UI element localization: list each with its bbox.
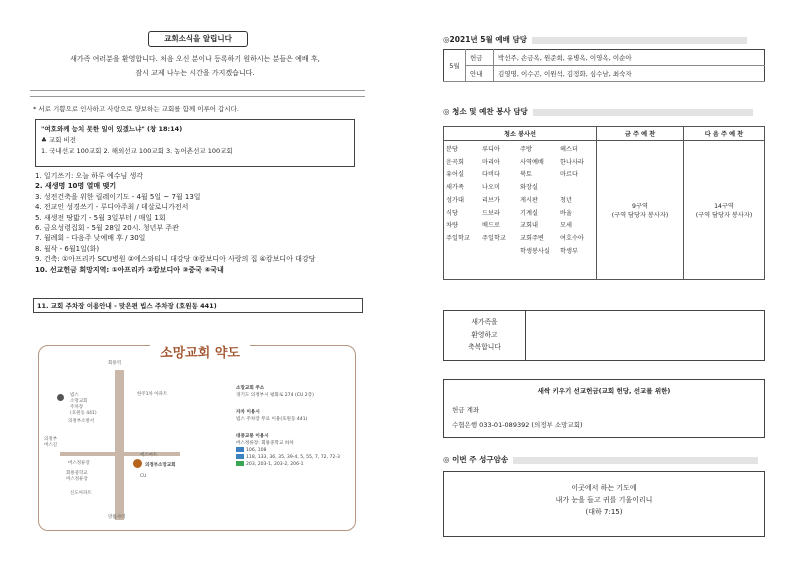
welcome-line-2: 잠시 교제 나누는 시간을 가지겠습니다. (135, 69, 255, 77)
prayer-heading: ◎ 이번 주 성구암송 (443, 454, 758, 465)
map-label-fire: 의정부소방서 (68, 419, 95, 424)
cleaning-header: 청소 봉사선 (444, 127, 597, 141)
map-label-bips: 빕스 소망교회 주차장 (호원동 441) (70, 393, 97, 416)
bus-line: 203, 203-1, 203-2, 206-1 (236, 461, 354, 468)
news-item: 1. 일기쓰기: 오늘 하루 예수님 생각 (35, 172, 144, 180)
verse-ref: (대하 7:15) (585, 508, 623, 516)
map-label-school: 회룡중학교 버스정류장 (66, 471, 88, 482)
news-item: 9. 건축: ①아프리카 SCU병원 ②에스와티니 대강당 ③캄보디아 사랑의 집 ④캄보디아 대강당 (35, 255, 316, 264)
worship-table (443, 49, 765, 82)
main-road (115, 370, 124, 520)
verse-line-1: 이곳에서 하는 기도에 (571, 484, 637, 492)
map-label-bottom-road: 망월사역 (108, 515, 126, 520)
welcome-message (30, 52, 360, 80)
mission-title: 새싹 키우기 선교헌금(교회 헌당, 선교를 위한) (537, 387, 671, 395)
bips-icon (57, 394, 64, 401)
church-pin-icon (133, 459, 142, 468)
newcomer-welcome-box (443, 310, 765, 361)
info-transit-heading: 대중교통 이용시 (236, 434, 269, 439)
map-label-bus-stop: 버스정류장 (68, 461, 90, 466)
map-label-cu: CU (140, 474, 147, 479)
cleaning-header: 금 주 예 찬 (597, 127, 684, 141)
worship-names: 박선주, 손금옥, 원준희, 유병옥, 이영옥, 이순아 (494, 50, 765, 66)
verse-line-2: 내가 눈을 들고 귀를 기울이리니 (555, 496, 653, 504)
worship-role: 안내 (466, 66, 494, 82)
cleaning-names: 분당 운곡회 유어실 새가족 성가대 식당 차량 주일학교 루디아 마리아 다비다 나오미 리브가 드보라 베드로 주일학교 주방 사역예배 북토 와장실 게시판 기계실 교회내 교회주변 학생봉사실 헤스더 한나사라 마르다 청년 바울 모세 여호수아 학생부 (444, 141, 597, 280)
mission-offering-box (443, 379, 765, 438)
vision-text: 1. 국내선교 100교회 2. 해외선교 100교회 3. 농어촌선교 100교회 (41, 147, 233, 155)
news-item: 5. 새생전 땅밟기 - 5월 3일부터 / 매일 1회 (35, 213, 166, 222)
welcome-line-1: 새가족 여러분을 환영합니다. 처음 오신 분이나 등록하기 원하시는 분들은 예배 후, (70, 55, 320, 63)
newcomer-label: 새가족을 환영하고 축복합니다 (444, 311, 526, 360)
map-label-apt2: 신도아파트 (70, 491, 92, 496)
cleaning-header: 다 음 주 예 찬 (684, 127, 765, 141)
info-address-heading: 소망교회 주소 (236, 386, 265, 391)
bus-icon (236, 454, 244, 459)
verse: "여호와께 능치 못한 일이 있겠느냐" (창 18:14) (41, 125, 183, 133)
info-address: 경기도 의정부시 평화로 274 (CU 2층) (236, 393, 314, 398)
worship-month: 5월 (444, 50, 466, 82)
map-label-church: 의정부소망교회 (145, 463, 176, 468)
map-title: 소망교회 약도 (150, 342, 250, 361)
news-title: 교회소식을 알립니다 (148, 31, 248, 47)
bus-icon (236, 461, 244, 466)
cleaning-heading: ◎ 청소 및 예찬 봉사 담당 (443, 106, 753, 117)
map-label-side: 의정부 버스길 (44, 437, 58, 448)
info-car: 빕스 주차장 무료 이용(호원동 441) (236, 417, 308, 422)
info-transit: 버스정류장: 회룡중학교 하차 (236, 441, 294, 446)
map-label-top-road: 회룡역 (108, 361, 122, 366)
news-item: 6. 금요성령집회 - 5월 28일 20시. 청년부 주관 (35, 224, 179, 233)
info-car-heading: 자차 이용시 (236, 410, 260, 415)
map-info (236, 385, 354, 468)
memory-verse-box (443, 471, 765, 537)
account-label: 헌금 계좌 (452, 406, 480, 414)
this-week-cell: 9구역 (구역 담당자 봉사자) (597, 141, 684, 280)
vision-label: ♣ 교회 비전 (41, 136, 77, 144)
news-item: 10. 선교헌금 희망지역: ①아프리카 ②캄보디아 ③중국 ④국내 (35, 265, 224, 274)
worship-heading: ◎2021년 5월 예배 담당 (443, 34, 747, 45)
vision-box (35, 119, 355, 167)
map-label-mart: 에스마트 (140, 453, 158, 458)
news-item: 7. 월례회 - 다음주 낮예배 후 / 30일 (35, 234, 146, 243)
worship-role: 헌금 (466, 50, 494, 66)
bus-line: 106, 108 (236, 447, 354, 454)
map-label-apt: 한주1차 아파트 (137, 392, 168, 397)
account-number: 수협은행 033-01-089392 (의정부 소망교회) (452, 421, 583, 429)
courtesy-note: * 서로 기쁨으로 인사하고 사랑으로 양보하는 교회를 함께 이루어 갑시다. (33, 105, 240, 113)
news-item: 4. 전교인 성경쓰기 - 루디아주최 / 데살로니가전서 (35, 203, 189, 212)
bus-icon (236, 447, 244, 452)
worship-names: 김영명, 이수곤, 이원석, 김정화, 심수남, 최숙자 (494, 66, 765, 82)
news-list (35, 171, 365, 275)
parking-notice: 11. 교회 주차장 이용안내 - 맞은편 빕스 주차장 (호원동 441) (33, 298, 363, 313)
cleaning-table (443, 126, 765, 280)
news-item: 3. 성전건축을 위한 릴레이기도 - 4월 5일 ~ 7월 13일 (35, 192, 201, 201)
divider (30, 96, 365, 97)
divider (30, 90, 365, 91)
next-week-cell: 14구역 (구역 담당자 봉사자) (684, 141, 765, 280)
cross-road (60, 452, 180, 456)
bus-line: 118, 133, 36, 35, 39-4, 5, 55, 7, 72, 72-3 (236, 454, 354, 461)
news-item: 2. 새생명 10명 열매 맺기 (35, 182, 117, 191)
news-item: 8. 월삭 - 6월1일(화) (35, 244, 100, 253)
